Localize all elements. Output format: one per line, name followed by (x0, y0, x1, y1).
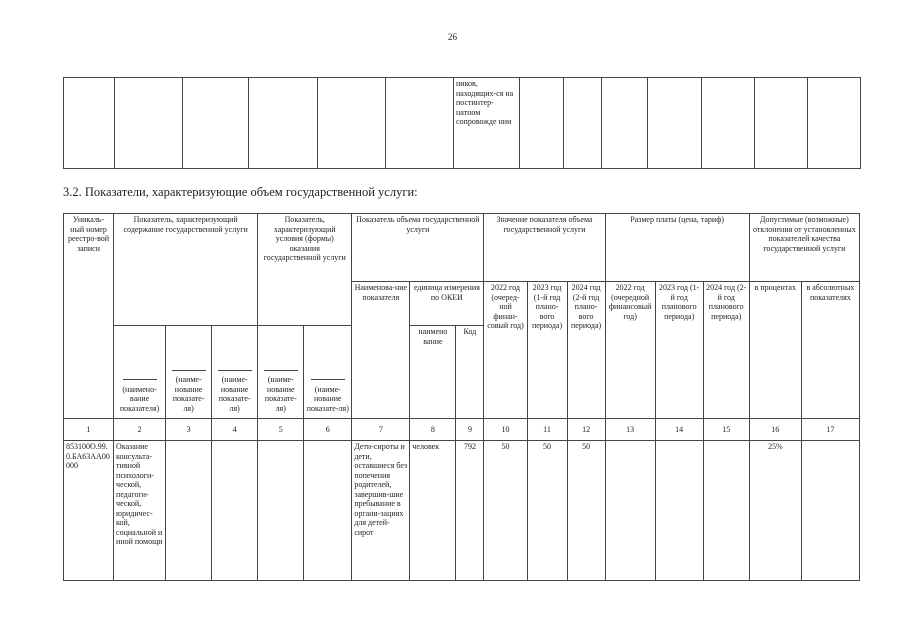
table-cell-text: ников, находящих-ся на постинтер-натном сопровожде нии (454, 78, 520, 169)
table-cell (212, 441, 258, 581)
blank-line (123, 373, 157, 380)
content-indicator-value: Оказание консульта-тивной психологи-ческой, педагоги-ческой, юридичес-кой, социальной и иной помощи (114, 441, 166, 581)
subheader-condition-2 (304, 326, 352, 419)
table-cell (605, 441, 655, 581)
header-value-2022: 2022 год (очеред-ной финан-совый год) (484, 282, 527, 419)
table-cell (520, 78, 564, 169)
value-2022: 50 (484, 441, 527, 581)
subheader-label: (наимено-вание показателя) (119, 384, 160, 413)
column-number: 16 (749, 419, 801, 441)
header-volume-value: Значение показателя объема государственной услуги (484, 214, 605, 282)
column-number: 4 (212, 419, 258, 441)
header-value-2023: 2023 год (1-й год плано-вого периода) (527, 282, 567, 419)
header-fee-2024: 2024 год (2-й год планового периода) (703, 282, 749, 419)
table-cell (564, 78, 602, 169)
header-unit-name: наимено вание (410, 326, 456, 419)
header-deviation-percent: в процентах (749, 282, 801, 419)
table-cell (304, 441, 352, 581)
header-indicator-name: Наименова-ние показателя (352, 282, 410, 419)
table-cell (655, 441, 703, 581)
column-number: 10 (484, 419, 527, 441)
subheader-label: (наиме-нование показате-ля) (218, 375, 251, 413)
subheader-condition-1 (258, 326, 304, 419)
header-deviation-absolute: в абсолютных показателях (801, 282, 859, 419)
header-unit-code: Код (456, 326, 484, 419)
table-cell (801, 441, 859, 581)
header-unit: единица измерения по ОКЕИ (410, 282, 484, 326)
registry-number: 853100О.99.0.БА63АА00000 (64, 441, 114, 581)
header-content-indicator: Показатель, характеризующий содержание государственной услуги (114, 214, 258, 326)
value-2024: 50 (567, 441, 605, 581)
header-deviation: Допустимые (возможные) отклонения от установленных показателей качества государственной услуги (749, 214, 859, 282)
header-volume-indicator: Показатель объема государственной услуги (352, 214, 484, 282)
unit-code-value: 792 (456, 441, 484, 581)
table-row (64, 441, 860, 581)
value-2023: 50 (527, 441, 567, 581)
subheader-content-3 (212, 326, 258, 419)
column-number: 15 (703, 419, 749, 441)
header-value-2024: 2024 год (2-й год плано-вого периода) (567, 282, 605, 419)
column-number: 12 (567, 419, 605, 441)
deviation-percent-value: 25% (749, 441, 801, 581)
column-number: 3 (166, 419, 212, 441)
table-cell (648, 78, 702, 169)
blank-line (218, 364, 252, 371)
blank-line (264, 364, 298, 371)
header-fee-2022: 2022 год (очередной финансовый год) (605, 282, 655, 419)
subheader-label: (наиме-нование показате-ля) (172, 375, 205, 413)
header-conditions-indicator: Показатель, характеризующий условия (формы) оказания государственной услуги (258, 214, 352, 326)
column-number: 1 (64, 419, 114, 441)
table-cell (808, 78, 861, 169)
page-number: 26 (448, 32, 457, 42)
table-cell (166, 441, 212, 581)
column-number: 6 (304, 419, 352, 441)
column-number: 8 (410, 419, 456, 441)
table-cell (64, 78, 115, 169)
column-number: 5 (258, 419, 304, 441)
subheader-content-1 (114, 326, 166, 419)
subheader-label: (наиме-нование показате-ля) (306, 384, 349, 413)
table-cell (702, 78, 755, 169)
header-unique-number: Уникаль-ный номер реестро-вой записи (64, 214, 114, 419)
column-number: 13 (605, 419, 655, 441)
column-number: 7 (352, 419, 410, 441)
blank-line (311, 373, 345, 380)
table-cell (386, 78, 454, 169)
blank-line (172, 364, 206, 371)
indicator-name-value: Дети-сироты и дети, оставшиеся без попечения родителей, завершив-шие пребывание в органи-зациях для детей-сирот (352, 441, 410, 581)
table-cell (183, 78, 249, 169)
unit-name-value: человек (410, 441, 456, 581)
table-cell (602, 78, 648, 169)
column-number: 14 (655, 419, 703, 441)
subheader-content-2 (166, 326, 212, 419)
volume-table (63, 213, 860, 581)
table-cell (115, 78, 183, 169)
column-number: 9 (456, 419, 484, 441)
header-fee-2023: 2023 год (1-й год планового периода) (655, 282, 703, 419)
continuation-table (63, 77, 861, 169)
column-number: 17 (801, 419, 859, 441)
section-heading: 3.2. Показатели, характеризующие объем государственной услуги: (63, 185, 418, 199)
table-cell (755, 78, 808, 169)
table-cell (703, 441, 749, 581)
table-cell (258, 441, 304, 581)
column-number: 2 (114, 419, 166, 441)
table-cell (249, 78, 318, 169)
column-number-row (64, 419, 860, 441)
table-cell (318, 78, 386, 169)
header-fee: Размер платы (цена, тариф) (605, 214, 749, 282)
column-number: 11 (527, 419, 567, 441)
subheader-label: (наиме-нование показате-ля) (264, 375, 297, 413)
